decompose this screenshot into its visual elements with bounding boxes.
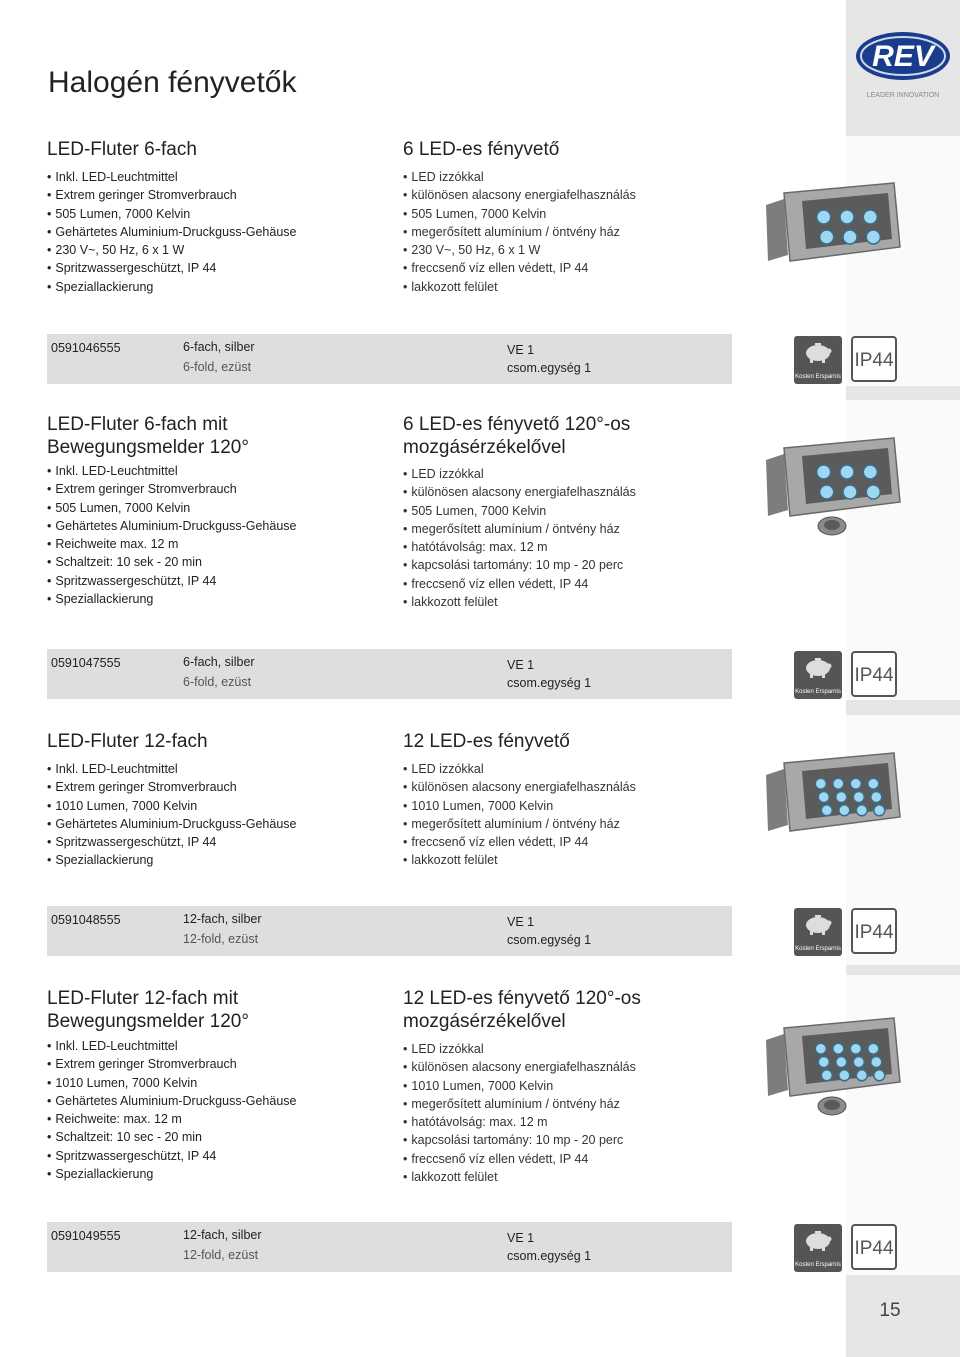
led-light: [874, 1070, 885, 1081]
feature-item: • Spritzwassergeschützt, IP 44: [47, 259, 296, 277]
feature-item: • freccsenő víz ellen védett, IP 44: [403, 259, 636, 277]
logo-text: REV: [872, 40, 934, 73]
led-light: [817, 465, 831, 479]
product-title-de: LED-Fluter 6-fach: [47, 139, 197, 160]
led-light: [871, 1057, 882, 1068]
ip44-badge: IP44: [851, 336, 897, 382]
variant-hu: 12-fold, ezüst: [183, 932, 259, 946]
product-title-hu: 12 LED-es fényvető: [403, 731, 570, 752]
led-light: [833, 1043, 844, 1054]
feature-item: • Gehärtetes Aluminium-Druckguss-Gehäuse: [47, 815, 296, 833]
feature-item: • Extrem geringer Stromverbrauch: [47, 186, 296, 204]
article-number: 0591046555: [51, 341, 121, 355]
feature-item: • Gehärtetes Aluminium-Druckguss-Gehäuse: [47, 517, 296, 535]
piggy-bank-icon: [794, 651, 842, 681]
feature-list-de: [47, 168, 296, 296]
feature-item: • Schaltzeit: 10 sek - 20 min: [47, 553, 296, 571]
led-light: [843, 485, 857, 499]
led-light: [850, 778, 861, 789]
logo-tagline: LEADER INNOVATION: [866, 92, 940, 99]
feature-item: • Reichweite: max. 12 m: [47, 1110, 296, 1128]
order-info-bar: [47, 334, 732, 384]
feature-list-de: [47, 462, 296, 608]
floodlight-image: [754, 175, 914, 290]
piggy-bank-icon: [794, 336, 842, 366]
feature-item: • 1010 Lumen, 7000 Kelvin: [47, 797, 296, 815]
feature-item: • lakkozott felület: [403, 593, 636, 611]
feature-item: • 230 V~, 50 Hz, 6 x 1 W: [47, 241, 296, 259]
packaging-unit-de: VE 1: [507, 658, 535, 672]
feature-item: • Spritzwassergeschützt, IP 44: [47, 572, 296, 590]
feature-item: • lakkozott felület: [403, 1168, 636, 1186]
feature-item: • freccsenő víz ellen védett, IP 44: [403, 833, 636, 851]
rev-logo-icon: [846, 0, 960, 108]
feature-item: • LED izzókkal: [403, 465, 636, 483]
feature-item: • kapcsolási tartomány: 10 mp - 20 perc: [403, 556, 636, 574]
feature-item: • Extrem geringer Stromverbrauch: [47, 778, 296, 796]
led-light: [856, 1070, 867, 1081]
led-light: [853, 792, 864, 803]
feature-list-hu: [403, 1040, 636, 1186]
ip44-badge: IP44: [851, 908, 897, 954]
led-light: [871, 792, 882, 803]
feature-item: • Gehärtetes Aluminium-Druckguss-Gehäuse: [47, 223, 296, 241]
packaging-unit-de: VE 1: [507, 1231, 535, 1245]
packaging-unit-de: VE 1: [507, 343, 535, 357]
packaging-unit-hu: csom.egység 1: [507, 1249, 592, 1263]
ip44-badge: IP44: [851, 1224, 897, 1270]
feature-item: • Speziallackierung: [47, 590, 296, 608]
led-light: [863, 210, 877, 224]
floodlight-image: [754, 745, 914, 860]
variant-hu: 12-fold, ezüst: [183, 1248, 259, 1262]
packaging-unit-hu: csom.egység 1: [507, 676, 592, 690]
feature-item: • megerősített alumínium / öntvény ház: [403, 815, 636, 833]
led-light: [818, 792, 829, 803]
feature-list-hu: [403, 465, 636, 611]
led-light: [843, 230, 857, 244]
cost-saving-label: Kosten Ersparnis: [795, 374, 841, 380]
order-info-bar: [47, 906, 732, 956]
feature-item: • freccsenő víz ellen védett, IP 44: [403, 1150, 636, 1168]
led-light: [856, 805, 867, 816]
feature-item: • 230 V~, 50 Hz, 6 x 1 W: [403, 241, 636, 259]
led-light: [839, 1070, 850, 1081]
feature-item: • Spritzwassergeschützt, IP 44: [47, 833, 296, 851]
led-light: [821, 1070, 832, 1081]
feature-item: • 505 Lumen, 7000 Kelvin: [47, 499, 296, 517]
order-info-bar: [47, 1222, 732, 1272]
piggy-bank-icon: [794, 1224, 842, 1254]
variant-de: 6-fach, silber: [183, 655, 255, 669]
feature-list-hu: [403, 760, 636, 870]
feature-item: • Inkl. LED-Leuchtmittel: [47, 168, 296, 186]
feature-item: • Inkl. LED-Leuchtmittel: [47, 1037, 296, 1055]
piggy-bank-icon: [794, 908, 842, 938]
feature-list-de: [47, 1037, 296, 1183]
product-title-hu: 12 LED-es fényvető 120°-os mozgásérzékelővel: [403, 988, 641, 1032]
variant-de: 12-fach, silber: [183, 1228, 262, 1242]
feature-item: • Reichweite max. 12 m: [47, 535, 296, 553]
feature-item: • Gehärtetes Aluminium-Druckguss-Gehäuse: [47, 1092, 296, 1110]
led-light: [853, 1057, 864, 1068]
led-light: [850, 1043, 861, 1054]
feature-item: • 505 Lumen, 7000 Kelvin: [47, 205, 296, 223]
feature-item: • 1010 Lumen, 7000 Kelvin: [47, 1074, 296, 1092]
feature-item: • Inkl. LED-Leuchtmittel: [47, 462, 296, 480]
feature-list-de: [47, 760, 296, 870]
cost-saving-label: Kosten Ersparnis: [795, 1262, 841, 1268]
led-light: [818, 1057, 829, 1068]
feature-item: • Speziallackierung: [47, 1165, 296, 1183]
feature-item: • különösen alacsony energiafelhasználás: [403, 778, 636, 796]
product-title-de: LED-Fluter 6-fach mit Bewegungsmelder 120°: [47, 414, 249, 458]
led-light: [836, 1057, 847, 1068]
rev-logo: [846, 0, 960, 108]
packaging-unit-de: VE 1: [507, 915, 535, 929]
product-title-hu: 6 LED-es fényvető: [403, 139, 560, 160]
order-info-bar: [47, 649, 732, 699]
feature-item: • kapcsolási tartomány: 10 mp - 20 perc: [403, 1131, 636, 1149]
led-light: [866, 230, 880, 244]
sensor-lens: [824, 520, 840, 530]
led-light: [874, 805, 885, 816]
feature-item: • különösen alacsony energiafelhasználás: [403, 483, 636, 501]
floodlight-image: [754, 430, 914, 545]
cost-saving-badge: [794, 1224, 842, 1272]
page-title: Halogén fényvetők: [48, 66, 297, 99]
feature-item: • LED izzókkal: [403, 1040, 636, 1058]
cost-saving-label: Kosten Ersparnis: [795, 946, 841, 952]
led-light: [840, 465, 854, 479]
article-number: 0591047555: [51, 656, 121, 670]
feature-item: • LED izzókkal: [403, 168, 636, 186]
feature-item: • freccsenő víz ellen védett, IP 44: [403, 575, 636, 593]
product-title-de: LED-Fluter 12-fach mit Bewegungsmelder 120°: [47, 988, 249, 1032]
variant-de: 6-fach, silber: [183, 340, 255, 354]
feature-item: • 1010 Lumen, 7000 Kelvin: [403, 797, 636, 815]
page-number: 15: [879, 1300, 901, 1321]
feature-item: • LED izzókkal: [403, 760, 636, 778]
feature-list-hu: [403, 168, 636, 296]
feature-item: • Schaltzeit: 10 sec - 20 min: [47, 1128, 296, 1146]
led-light: [820, 485, 834, 499]
sensor-lens: [824, 1100, 840, 1110]
led-light: [868, 1043, 879, 1054]
led-light: [815, 778, 826, 789]
feature-item: • 1010 Lumen, 7000 Kelvin: [403, 1077, 636, 1095]
variant-de: 12-fach, silber: [183, 912, 262, 926]
led-light: [868, 778, 879, 789]
led-light: [840, 210, 854, 224]
feature-item: • Inkl. LED-Leuchtmittel: [47, 760, 296, 778]
cost-saving-label: Kosten Ersparnis: [795, 689, 841, 695]
cost-saving-badge: [794, 908, 842, 956]
led-light: [863, 465, 877, 479]
product-title-hu: 6 LED-es fényvető 120°-os mozgásérzékelővel: [403, 414, 631, 458]
variant-hu: 6-fold, ezüst: [183, 360, 252, 374]
feature-item: • megerősített alumínium / öntvény ház: [403, 520, 636, 538]
feature-item: • hatótávolság: max. 12 m: [403, 1113, 636, 1131]
product-title-de: LED-Fluter 12-fach: [47, 731, 208, 752]
cost-saving-badge: [794, 336, 842, 384]
feature-item: • Extrem geringer Stromverbrauch: [47, 1055, 296, 1073]
ip44-badge: IP44: [851, 651, 897, 697]
feature-item: • Speziallackierung: [47, 278, 296, 296]
floodlight-image: [754, 1010, 914, 1125]
feature-item: • megerősített alumínium / öntvény ház: [403, 223, 636, 241]
cost-saving-badge: [794, 651, 842, 699]
led-light: [839, 805, 850, 816]
feature-item: • hatótávolság: max. 12 m: [403, 538, 636, 556]
led-light: [866, 485, 880, 499]
feature-item: • különösen alacsony energiafelhasználás: [403, 186, 636, 204]
feature-item: • Spritzwassergeschützt, IP 44: [47, 1147, 296, 1165]
article-number: 0591048555: [51, 913, 121, 927]
led-light: [817, 210, 831, 224]
led-light: [833, 778, 844, 789]
led-light: [815, 1043, 826, 1054]
feature-item: • különösen alacsony energiafelhasználás: [403, 1058, 636, 1076]
feature-item: • lakkozott felület: [403, 851, 636, 869]
feature-item: • Extrem geringer Stromverbrauch: [47, 480, 296, 498]
article-number: 0591049555: [51, 1229, 121, 1243]
led-light: [820, 230, 834, 244]
feature-item: • lakkozott felület: [403, 278, 636, 296]
feature-item: • 505 Lumen, 7000 Kelvin: [403, 205, 636, 223]
led-light: [836, 792, 847, 803]
feature-item: • megerősített alumínium / öntvény ház: [403, 1095, 636, 1113]
variant-hu: 6-fold, ezüst: [183, 675, 252, 689]
feature-item: • Speziallackierung: [47, 851, 296, 869]
feature-item: • 505 Lumen, 7000 Kelvin: [403, 502, 636, 520]
led-light: [821, 805, 832, 816]
packaging-unit-hu: csom.egység 1: [507, 361, 592, 375]
packaging-unit-hu: csom.egység 1: [507, 933, 592, 947]
